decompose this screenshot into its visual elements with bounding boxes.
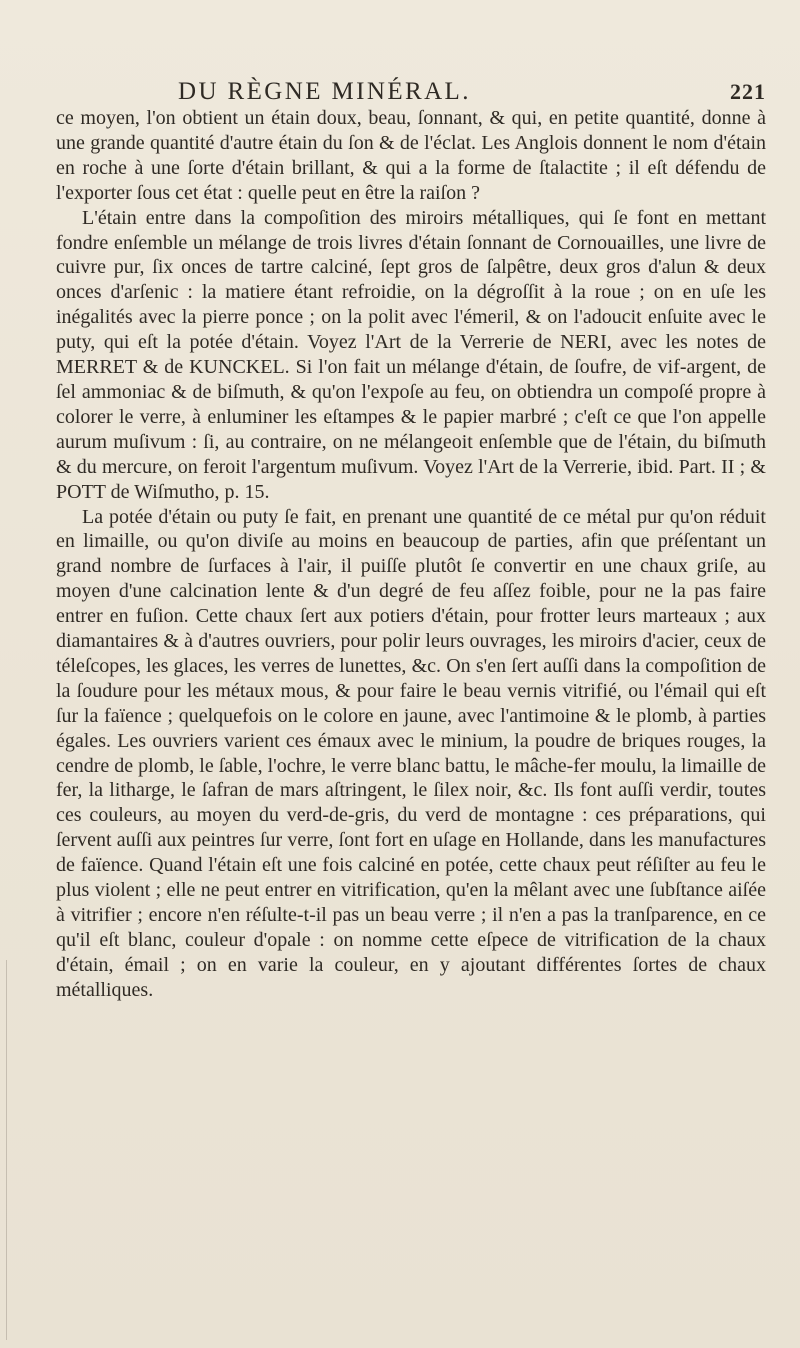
page-number: 221 <box>730 79 766 104</box>
running-head: DU RÈGNE MINÉRAL. <box>178 78 471 105</box>
page-edge-line <box>6 960 7 1340</box>
body-text <box>56 106 766 1003</box>
paragraph-3: La potée d'étain ou puty ſe fait, en prenant une quantité de ce métal pur qu'on réduit en limaille, ou qu'on diviſe au moins en beaucoup de parties, afin que préſentant un grand nombre de ſurfaces à l'air, il puiſſe plutôt ſe convertir en une chaux griſe, au moyen d'une calcination lente & d'un degré de feu aſſez foible, pour ne la pas faire entrer en fuſion. Cette chaux ſert aux potiers d'étain, pour frotter leurs marteaux ; aux diamantaires & à d'autres ouvriers, pour polir leurs ouvrages, les miroirs d'acier, ceux de téleſcopes, les glaces, les verres de lunettes, &c. On s'en ſert auſſi dans la compoſition de la ſoudure pour les métaux mous, & pour faire le beau vernis vitrifié, ou l'émail qui eſt ſur la faïence ; quelquefois on le colore en jaune, avec l'antimoine & le plomb, à parties égales. Les ouvriers varient ces émaux avec le minium, la poudre de briques rouges, la cendre de plomb, le ſable, l'ochre, le verre blanc battu, le mâche-fer moulu, la limaille de fer, la litharge, le ſafran de mars aſtringent, le ſilex noir, &c. Ils font auſſi verdir, toutes ces couleurs, au moyen du verd-de-gris, du verd de montagne : ces préparations, qui ſervent auſſi aux peintres ſur verre, ſont fort en uſage en Hollande, dans les manufactures de faïence. Quand l'étain eſt une fois calciné en potée, cette chaux peut réſiſter au feu le plus violent ; elle ne peut entrer en vitrification, qu'en la mêlant avec une ſubſtance aiſée à vitrifier ; encore n'en réſulte-t-il pas un beau verre ; il n'en a pas la tranſparence, en ce qu'il eſt blanc, couleur d'opale : on nomme cette eſpece de vitrification de la chaux d'étain, émail ; on en varie la couleur, en y ajoutant différentes ſortes de chaux métalliques. <box>56 505 766 1001</box>
paragraph-2: L'étain entre dans la compoſition des miroirs métalliques, qui ſe font en mettant fondre enſemble un mélange de trois livres d'étain ſonnant de Cornouailles, une livre de cuivre pur, ſix onces de tartre calciné, ſept gros de ſalpêtre, deux gros d'alun & deux onces d'arſenic : la matiere étant refroidie, on la dégroſſit à la roue ; on en uſe les inégalités avec la pierre ponce ; on la polit avec l'émeril, & on l'adoucit enſuite avec le puty, qui eſt la potée d'étain. Voyez l'Art de la Verrerie de NERI, avec les notes de MERRET & de KUNCKEL. Si l'on fait un mélange d'étain, de ſoufre, de vif-argent, de ſel ammoniac & de biſmuth, & qu'on l'expoſe au feu, on obtiendra un compoſé propre à colorer le verre, à enluminer les eſtampes & le papier marbré ; c'eſt ce que l'on appelle aurum muſivum : ſi, au contraire, on ne mélangeoit enſemble que de l'étain, du biſmuth & du mercure, on feroit l'argentum muſivum. Voyez l'Art de la Verrerie, ibid. Part. II ; & POTT de Wiſmutho, p. 15. <box>56 206 766 503</box>
paragraph-1: ce moyen, l'on obtient un étain doux, beau, ſonnant, & qui, en petite quantité, donne à une grande quantité d'autre étain du ſon & de l'éclat. Les Anglois donnent le nom d'étain en roche à une ſorte d'étain brillant, & qui a la forme de ſtalactite ; il eſt défendu de l'exporter ſous cet état : quelle peut en être la raiſon ? <box>56 107 766 204</box>
